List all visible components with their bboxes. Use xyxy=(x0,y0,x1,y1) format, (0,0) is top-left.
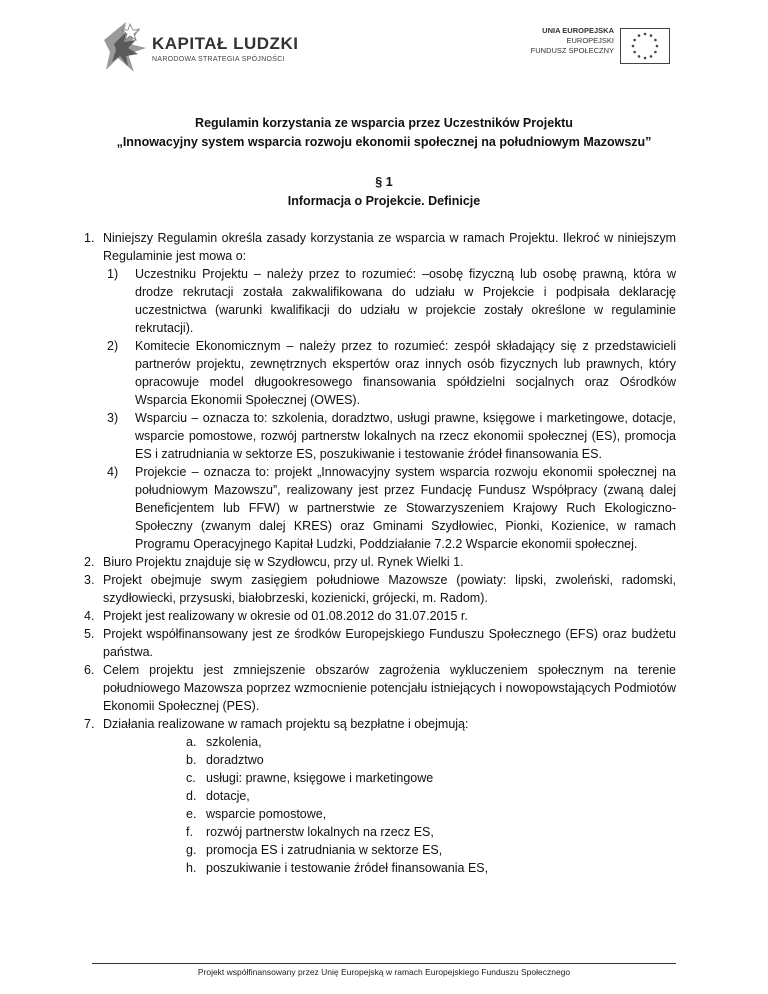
activity-text: poszukiwanie i testowanie źródeł finansowania ES, xyxy=(206,861,489,875)
definition-item xyxy=(0,463,768,553)
activity-item xyxy=(0,823,768,841)
definition-number: 4) xyxy=(107,465,119,479)
definition-item xyxy=(0,409,768,463)
list-item xyxy=(0,715,768,733)
activity-item xyxy=(0,787,768,805)
list-item-text: Działania realizowane w ramach projektu są bezpłatne i obejmują: xyxy=(103,717,469,731)
list-item-number: 5. xyxy=(84,627,95,641)
activity-item xyxy=(0,805,768,823)
list-item xyxy=(0,625,768,661)
list-item-number: 1. xyxy=(84,231,95,245)
activity-item xyxy=(0,751,768,769)
eu-logo-line1: UNIA EUROPEJSKA xyxy=(542,26,614,35)
document-title xyxy=(0,114,768,152)
activity-item xyxy=(0,859,768,877)
footer-divider xyxy=(92,963,676,964)
definition-text: Uczestniku Projektu – należy przez to rozumieć: –osobę fizyczną lub osobę prawną, która w drodze rekrutacji została zakwalifikowana do udziału w Projekcie i podpisała deklarację uczestnictwa (warunki kwalifikacji do udziału w projekcie zostały określone w regulaminie rekrutacji). xyxy=(135,267,676,335)
list-item-number: 4. xyxy=(84,609,95,623)
list-item-number: 2. xyxy=(84,555,95,569)
section-title: Informacja o Projekcie. Definicje xyxy=(287,194,481,208)
activity-letter: e. xyxy=(186,807,197,821)
list-item xyxy=(0,661,768,715)
activity-letter: c. xyxy=(186,771,196,785)
definition-number: 3) xyxy=(107,411,119,425)
kapital-ludzki-logo xyxy=(100,18,300,78)
activity-text: wsparcie pomostowe, xyxy=(206,807,327,821)
page-header xyxy=(0,0,768,90)
list-item-text: Projekt współfinansowany jest ze środków Europejskiego Funduszu Społecznego (EFS) oraz budżetu państwa. xyxy=(103,627,676,659)
list-item xyxy=(0,607,768,625)
activity-item xyxy=(0,733,768,751)
definition-text: Komitecie Ekonomicznym – należy przez to rozumieć: zespół składający się z przedstawicieli partnerów projektu, zewnętrznych ekspertów oraz innych osób fizycznych lub prawnych, który opracowuje model długookresowego finansowania spółdzielni socjalnych oraz Ośrodków Wsparcia Ekonomii Społecznej (OWES). xyxy=(135,339,676,407)
activity-letter: a. xyxy=(186,735,197,749)
list-item-text: Celem projektu jest zmniejszenie obszarów zagrożenia wykluczeniem społecznym na terenie południowego Mazowsza poprzez wzmocnienie potencjału istniejących i nowopowstających Podmiotów Ekonomii Społecznej (PES). xyxy=(103,663,676,713)
definition-number: 1) xyxy=(107,267,119,281)
list-item-text: Biuro Projektu znajduje się w Szydłowcu, przy ul. Rynek Wielki 1. xyxy=(103,555,464,569)
eu-logo-line2: EUROPEJSKI xyxy=(566,36,614,45)
activity-letter: f. xyxy=(186,825,193,839)
activity-text: szkolenia, xyxy=(206,735,262,749)
list-item-text: Projekt obejmuje swym zasięgiem południowe Mazowsze (powiaty: lipski, zwoleński, radomski, szydłowiecki, przysuski, białobrzeski, kozienicki, grójecki, m. Radom). xyxy=(103,573,676,605)
document-body xyxy=(0,229,768,877)
kapital-ludzki-title: KAPITAŁ LUDZKI xyxy=(152,34,299,53)
list-item-text: Projekt jest realizowany w okresie od 01.08.2012 do 31.07.2015 r. xyxy=(103,609,468,623)
list-item xyxy=(0,553,768,571)
eu-logo-text xyxy=(531,26,614,56)
activity-letter: g. xyxy=(186,843,197,857)
list-item xyxy=(0,229,768,265)
definition-item xyxy=(0,265,768,337)
document-title-line2: „Innowacyjny system wsparcia rozwoju ekonomii społecznej na południowym Mazowszu” xyxy=(116,135,652,149)
activity-text: usługi: prawne, księgowe i marketingowe xyxy=(206,771,434,785)
kapital-ludzki-subtitle: NARODOWA STRATEGIA SPÓJNOŚCI xyxy=(152,56,285,63)
activity-letter: h. xyxy=(186,861,197,875)
kapital-ludzki-emblem-icon xyxy=(100,18,150,78)
list-item-number: 6. xyxy=(84,663,95,677)
footer-text: Projekt współfinansowany przez Unię Europejską w ramach Europejskiego Funduszu Społecznego xyxy=(197,967,571,977)
eu-logo-line3: FUNDUSZ SPOŁECZNY xyxy=(530,46,614,55)
definition-item xyxy=(0,337,768,409)
activity-letter: d. xyxy=(186,789,197,803)
definition-number: 2) xyxy=(107,339,119,353)
activity-text: doradztwo xyxy=(206,753,264,767)
activity-letter: b. xyxy=(186,753,197,767)
definition-text: Projekcie – oznacza to: projekt „Innowacyjny system wsparcia rozwoju ekonomii społecznej na południowym Mazowszu”, realizowany jest przez Fundację Fundusz Współpracy (zwaną dalej Beneficjentem lub FFW) w partnerstwie ze Stowarzyszeniem Krajowy Ruch Ekologiczno-Społeczny (zwanym dalej KRES) oraz Gminami Szydłowiec, Pionki, Kozienice, w ramach Programu Operacyjnego Kapitał Ludzki, Poddziałanie 7.2.2 Wsparcie ekonomii społecznej. xyxy=(135,465,676,551)
eu-flag-icon xyxy=(620,28,670,64)
eu-logo xyxy=(510,26,670,72)
activity-item xyxy=(0,769,768,787)
activity-text: dotacje, xyxy=(206,789,250,803)
definition-text: Wsparciu – oznacza to: szkolenia, doradztwo, usługi prawne, księgowe i marketingowe, dotacje, wsparcie pomostowe, rozwój partnerstw lokalnych na rzecz ekonomii społecznej (ES), promocja ES i zatrudniania w sektorze ES, poszukiwanie i testowanie źródeł finansowania ES. xyxy=(135,411,676,461)
list-item-number: 3. xyxy=(84,573,95,587)
list-item xyxy=(0,571,768,607)
list-item-number: 7. xyxy=(84,717,95,731)
activity-item xyxy=(0,841,768,859)
activity-text: rozwój partnerstw lokalnych na rzecz ES, xyxy=(206,825,434,839)
activity-text: promocja ES i zatrudniania w sektorze ES, xyxy=(206,843,443,857)
section-number: § 1 xyxy=(375,175,393,189)
section-heading xyxy=(0,173,768,211)
document-title-line1: Regulamin korzystania ze wsparcia przez Uczestników Projektu xyxy=(195,116,573,130)
list-item-text: Niniejszy Regulamin określa zasady korzystania ze wsparcia w ramach Projektu. Ilekroć w niniejszym Regulaminie jest mowa o: xyxy=(103,231,676,263)
